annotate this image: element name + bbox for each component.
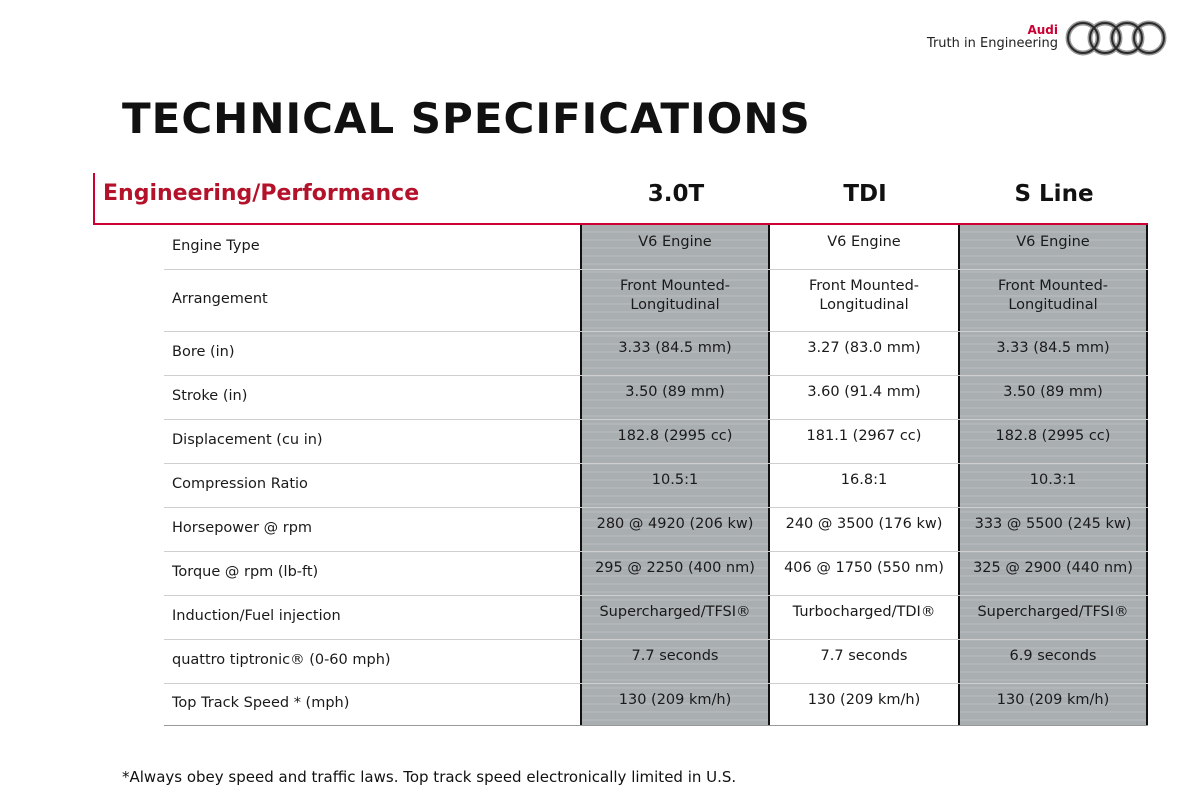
brand-name: Audi <box>1027 22 1058 37</box>
row-divider <box>164 639 1148 640</box>
row-divider <box>164 269 1148 270</box>
spec-cell: 333 @ 5500 (245 kw) <box>974 516 1132 532</box>
spec-cell: Supercharged/TFSI® <box>599 604 751 620</box>
row-label: Induction/Fuel injection <box>172 608 341 624</box>
row-divider <box>164 551 1148 552</box>
column-header-tdi: TDI <box>843 181 887 207</box>
spec-cell: Turbocharged/TDI® <box>792 604 936 620</box>
spec-cell: Front Mounted- Longitudinal <box>997 278 1109 313</box>
row-divider <box>164 375 1148 376</box>
row-label: Engine Type <box>172 238 260 254</box>
row-divider <box>164 419 1148 420</box>
spec-cell: 16.8:1 <box>840 472 888 488</box>
spec-cell: Supercharged/TFSI® <box>977 604 1129 620</box>
row-divider <box>164 331 1148 332</box>
spec-cell: V6 Engine <box>638 234 712 250</box>
row-label: Compression Ratio <box>172 476 308 492</box>
row-divider <box>164 683 1148 684</box>
spec-cell: Front Mounted- Longitudinal <box>808 278 920 313</box>
brand-tagline: Truth in Engineering <box>926 36 1058 52</box>
spec-cell: 325 @ 2900 (440 nm) <box>973 560 1133 576</box>
spec-cell: 3.27 (83.0 mm) <box>807 340 921 356</box>
spec-cell: 280 @ 4920 (206 kw) <box>596 516 754 532</box>
spec-cell: 3.60 (91.4 mm) <box>807 384 921 400</box>
row-label: Displacement (cu in) <box>172 432 323 448</box>
page-title: TECHNICAL SPECIFICATIONS <box>122 94 811 143</box>
brand-text <box>927 24 1058 53</box>
row-label: Torque @ rpm (lb-ft) <box>172 564 319 580</box>
spec-cell: 130 (209 km/h) <box>996 692 1110 708</box>
spec-cell: 240 @ 3500 (176 kw) <box>785 516 943 532</box>
row-label: Horsepower @ rpm <box>172 520 313 536</box>
spec-cell: 3.33 (84.5 mm) <box>996 340 1110 356</box>
spec-cell: 182.8 (2995 cc) <box>617 428 733 444</box>
table-header <box>93 173 1148 225</box>
footnote: *Always obey speed and traffic laws. Top track speed electronically limited in U.S. <box>122 768 737 786</box>
spec-cell: 10.3:1 <box>1029 472 1077 488</box>
row-divider <box>164 507 1148 508</box>
spec-cell: 295 @ 2250 (400 nm) <box>595 560 755 576</box>
row-label: Top Track Speed * (mph) <box>172 695 350 711</box>
brand-lockup <box>927 18 1168 58</box>
spec-cell: 182.8 (2995 cc) <box>995 428 1111 444</box>
spec-cell: V6 Engine <box>1016 234 1090 250</box>
spec-cell: Front Mounted- Longitudinal <box>619 278 731 313</box>
spec-cell: 181.1 (2967 cc) <box>806 428 922 444</box>
spec-cell: 6.9 seconds <box>1009 648 1097 664</box>
spec-cell: 3.33 (84.5 mm) <box>618 340 732 356</box>
spec-cell: 3.50 (89 mm) <box>625 384 725 400</box>
row-divider <box>164 725 1148 726</box>
four-rings-logo-icon <box>1064 18 1168 58</box>
spec-cell: V6 Engine <box>827 234 901 250</box>
spec-cell: 10.5:1 <box>651 472 699 488</box>
spec-cell: 7.7 seconds <box>820 648 908 664</box>
column-header-s-line: S Line <box>1014 181 1094 207</box>
section-title: Engineering/Performance <box>103 181 420 206</box>
row-divider <box>164 463 1148 464</box>
spec-cell: 130 (209 km/h) <box>618 692 732 708</box>
column-header-3-0t: 3.0T <box>647 181 705 207</box>
spec-cell: 406 @ 1750 (550 nm) <box>784 560 944 576</box>
spec-cell: 3.50 (89 mm) <box>1003 384 1103 400</box>
row-label: quattro tiptronic® (0-60 mph) <box>172 652 391 668</box>
row-label: Arrangement <box>172 291 268 307</box>
row-label: Stroke (in) <box>172 388 248 404</box>
row-divider <box>164 595 1148 596</box>
row-label: Bore (in) <box>172 344 235 360</box>
spec-cell: 7.7 seconds <box>631 648 719 664</box>
spec-cell: 130 (209 km/h) <box>807 692 921 708</box>
